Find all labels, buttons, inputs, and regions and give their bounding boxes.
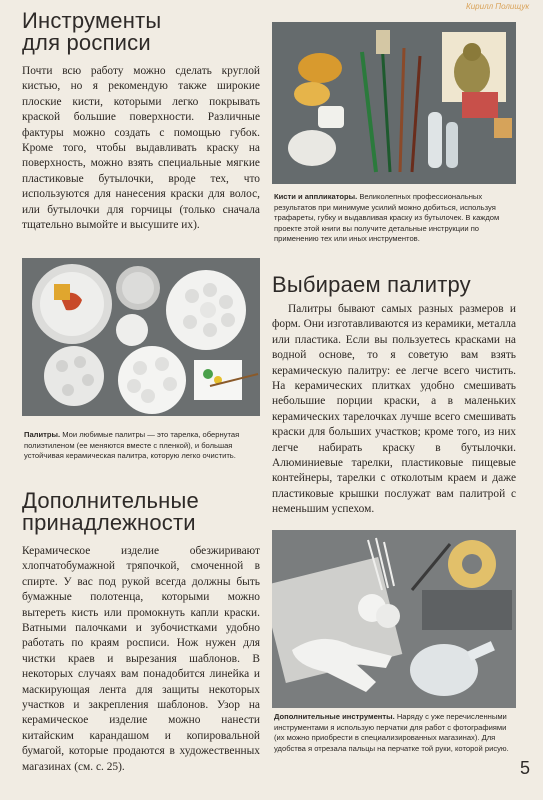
title-line: Инструменты	[22, 8, 162, 33]
section-title-accessories	[22, 490, 262, 534]
watermark: Кирилл Полищук	[466, 2, 530, 11]
paragraph: Почти всю работу можно сделать круглой кистью, но я рекомендую также широкие плоские кисти, которыми легко покрывать краской большие поверхности. Различные фактуры можно создать с помощью губок. Кроме того, чтобы выдавливать краску на поверхность, можно взять специальные мягкие пластиковые бутылочки, вроде тех, что используются для нанесения краски для волос, или бутылочки для горчицы (только сначала тщательно вымойте и высушите их).	[22, 65, 260, 232]
paragraph: Палитры бывают самых разных размеров и форм. Они изготавливаются из керамики, металла или пластика. Если вы пользуетесь красками на водной основе, то я советую вам взять керамическую палитру: ее легче всего чистить. На керамических плитках удобно смешивать небольшие порции краски, а в маленьких керамических тарелочках лучше всего смешивать краски для больших участков; кроме того, из них легче набирать краску в бутылочки. Алюминиевые тарелки, пластиковые пищевые контейнеры, тарелки с отколотым краем и даже пластиковые крышки послужат вам палитрой с неменьшим успехом.	[272, 303, 516, 516]
caption-lead: Кисти и аппликаторы.	[274, 192, 358, 201]
section-title-tools	[22, 10, 262, 54]
accessories-body-text	[22, 544, 260, 775]
title-line: Дополнительные	[22, 488, 199, 513]
tools-body-text	[22, 64, 260, 233]
brushes-photo	[272, 22, 516, 184]
accessories-photo	[272, 530, 516, 708]
title-line: принадлежности	[22, 510, 196, 535]
palette-body-text	[272, 302, 516, 518]
section-title-palette: Выбираем палитру	[272, 272, 471, 297]
caption-lead: Палитры.	[24, 430, 61, 439]
caption-lead: Дополнительные инструменты.	[274, 712, 395, 721]
accessories-illustration	[272, 530, 516, 708]
brushes-illustration	[272, 22, 516, 184]
page-number: 5	[520, 758, 531, 778]
accessories-caption	[274, 712, 516, 754]
palettes-caption	[24, 430, 260, 462]
title-line: для росписи	[22, 30, 151, 55]
caption-text: Мои любимые палитры — это тарелка, обернутая полиэтиленом (ее меняются вместе с пленкой), и большая устойчивая керамическая палитра, которую легко очистить.	[24, 430, 240, 460]
brushes-caption	[274, 192, 514, 245]
palettes-photo	[22, 258, 260, 416]
caption-text: Великолепных профессиональных результатов при минимуме усилий можно добиться, используя трафареты, губку и выдавливая краску из бутылочек. В каждом проекте этой книги вы получите детальные инструкции по применению тех или иных инструментов.	[274, 192, 500, 243]
palettes-illustration	[22, 258, 260, 416]
paragraph: Керамическое изделие обезжиривают хлопчатобумажной тряпочкой, смоченной в спирте. У вас под рукой всегда должны быть бумажные полотенца, которыми можно вытереть кисть или промокнуть капли краски. Ватными палочками и зубочистками удобно работать по краям росписи. Нож нужен для чистки краев и вырезания шаблонов. В некоторых случаях вам понадобится линейка и маскирующая лента для защиты некоторых участков и закрепления шаблонов. Узор на керамическое изделие можно нанести китайским карандашом и копировальной бумагой, которые продаются в художественных магазинах (см. с. 25).	[22, 545, 260, 773]
caption-text: Наряду с уже перечисленными инструментами я использую перчатки для работ с фотографиями (их можно приобрести в специализированных магазинах). Для удобства я отрезала пальцы на перчатке той руки, которой рисую.	[274, 712, 509, 753]
